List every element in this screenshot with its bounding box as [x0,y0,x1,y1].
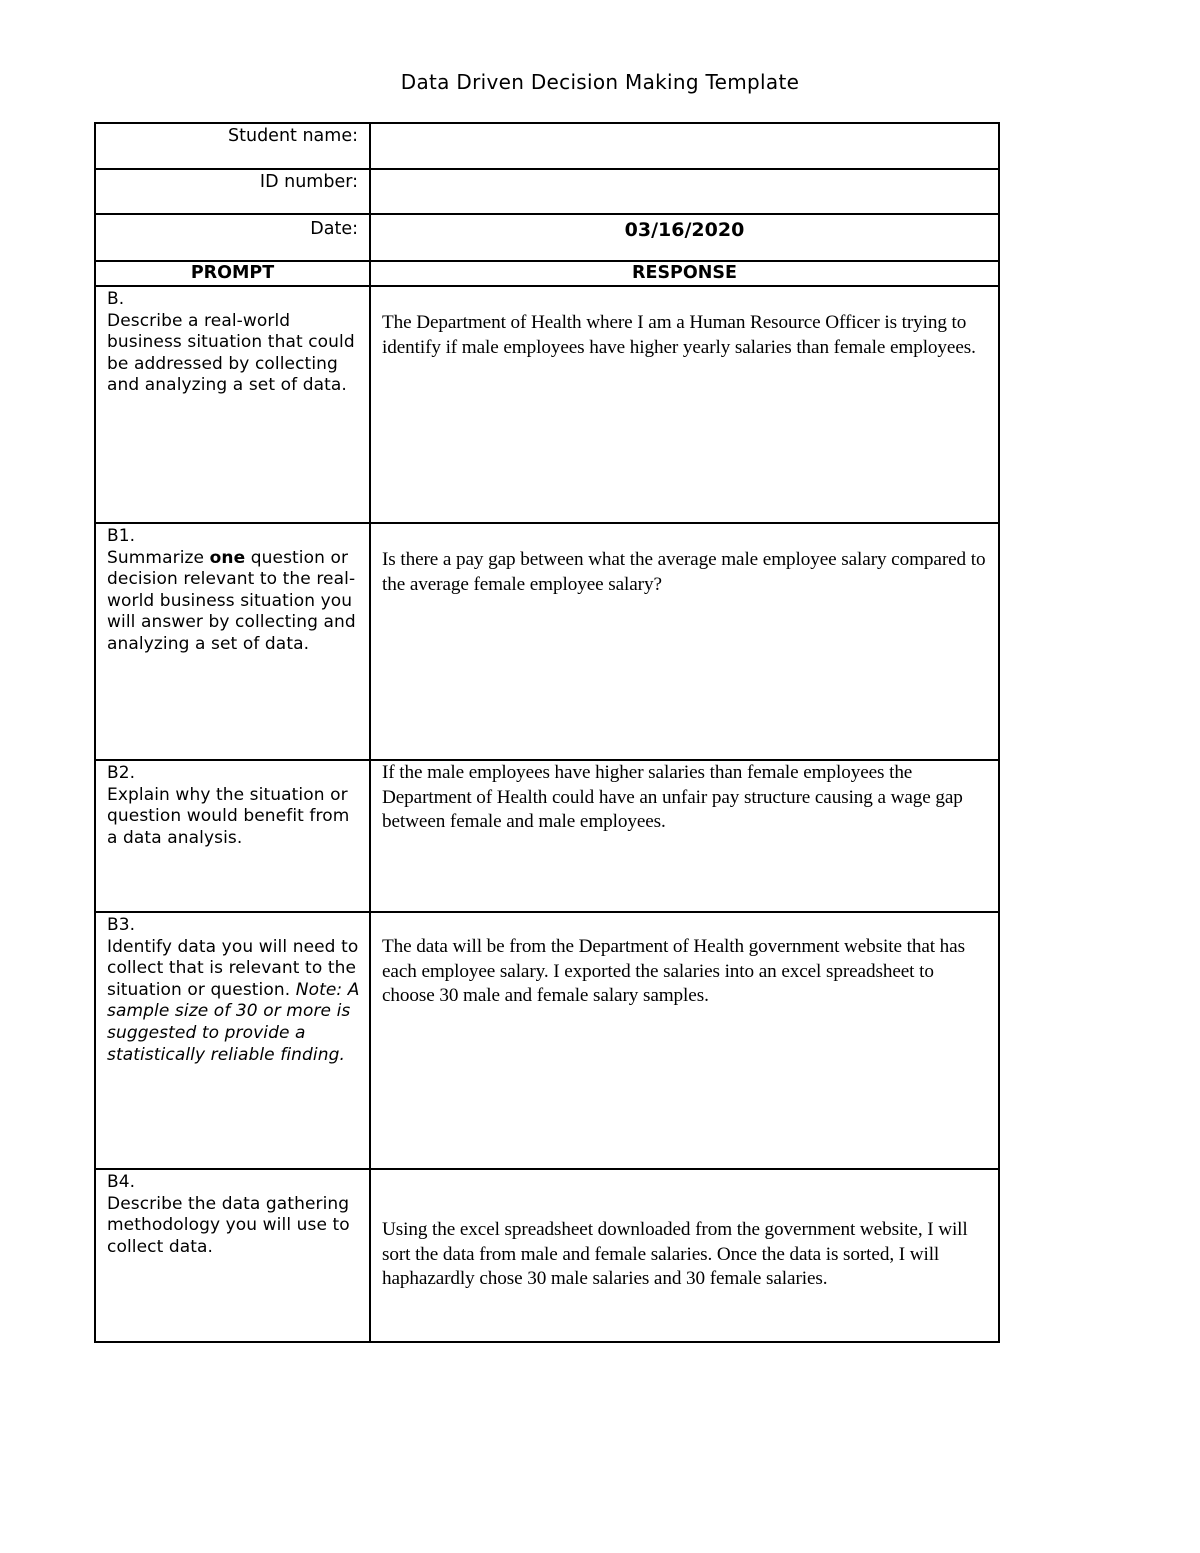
prompt-row-b4 [95,1169,999,1342]
prompt-note: Note: A sample size of 30 or more is suggested to provide a statistically reliable finding. [107,979,360,1065]
prompt-code: B. [107,289,125,309]
prompt-cell [95,760,370,912]
date-label: Date: [95,214,370,261]
prompt-text: Describe the data gathering methodology you will use to collect data. [107,1193,350,1257]
response-column-header: RESPONSE [370,261,999,286]
id-number-field[interactable] [370,169,999,214]
prompt-code: B4. [107,1172,136,1192]
page-title: Data Driven Decision Making Template [400,70,800,94]
prompt-cell [95,912,370,1169]
prompt-text-end: question or decision relevant to the real-world business situation you will answer by collecting and analyzing a set of data. [107,547,356,654]
prompt-text: Identify data you will need to collect that is relevant to the situation or question. [107,936,359,1000]
student-name-label: Student name: [95,123,370,169]
prompt-column-header: PROMPT [95,261,370,286]
id-number-label: ID number: [95,169,370,214]
prompt-cell [95,286,370,523]
response-cell[interactable]: Is there a pay gap between what the average male employee salary compared to the average female employee salary? [370,523,999,760]
date-field[interactable]: 03/16/2020 [370,214,999,261]
prompt-text-emphasis: one [209,547,246,568]
response-cell[interactable]: If the male employees have higher salaries than female employees the Department of Health could have an unfair pay structure causing a wage gap between female and male employees. [370,760,999,912]
prompt-text-start: Summarize [107,547,210,568]
template-table [94,122,1000,1343]
prompt-text: Explain why the situation or question would benefit from a data analysis. [107,784,350,848]
id-number-row [95,169,999,214]
prompt-cell [95,523,370,760]
prompt-row-b [95,286,999,523]
response-cell[interactable]: The data will be from the Department of Health government website that has each employee salary. I exported the salaries into an excel spreadsheet to choose 30 male and female salary samples. [370,912,999,1169]
date-row [95,214,999,261]
response-cell[interactable]: The Department of Health where I am a Human Resource Officer is trying to identify if male employees have higher yearly salaries than female employees. [370,286,999,523]
prompt-text: Describe a real-world business situation that could be addressed by collecting and analyzing a set of data. [107,310,355,396]
prompt-cell [95,1169,370,1342]
prompt-code: B2. [107,763,136,783]
student-name-row [95,123,999,169]
prompt-row-b2 [95,760,999,912]
prompt-code: B3. [107,915,136,935]
student-name-field[interactable] [370,123,999,169]
prompt-row-b1 [95,523,999,760]
prompt-row-b3 [95,912,999,1169]
response-cell[interactable]: Using the excel spreadsheet downloaded from the government website, I will sort the data from male and female salaries. Once the data is sorted, I will haphazardly chose 30 male salaries and 30 female salaries. [370,1169,999,1342]
prompt-code: B1. [107,526,136,546]
column-header-row [95,261,999,286]
